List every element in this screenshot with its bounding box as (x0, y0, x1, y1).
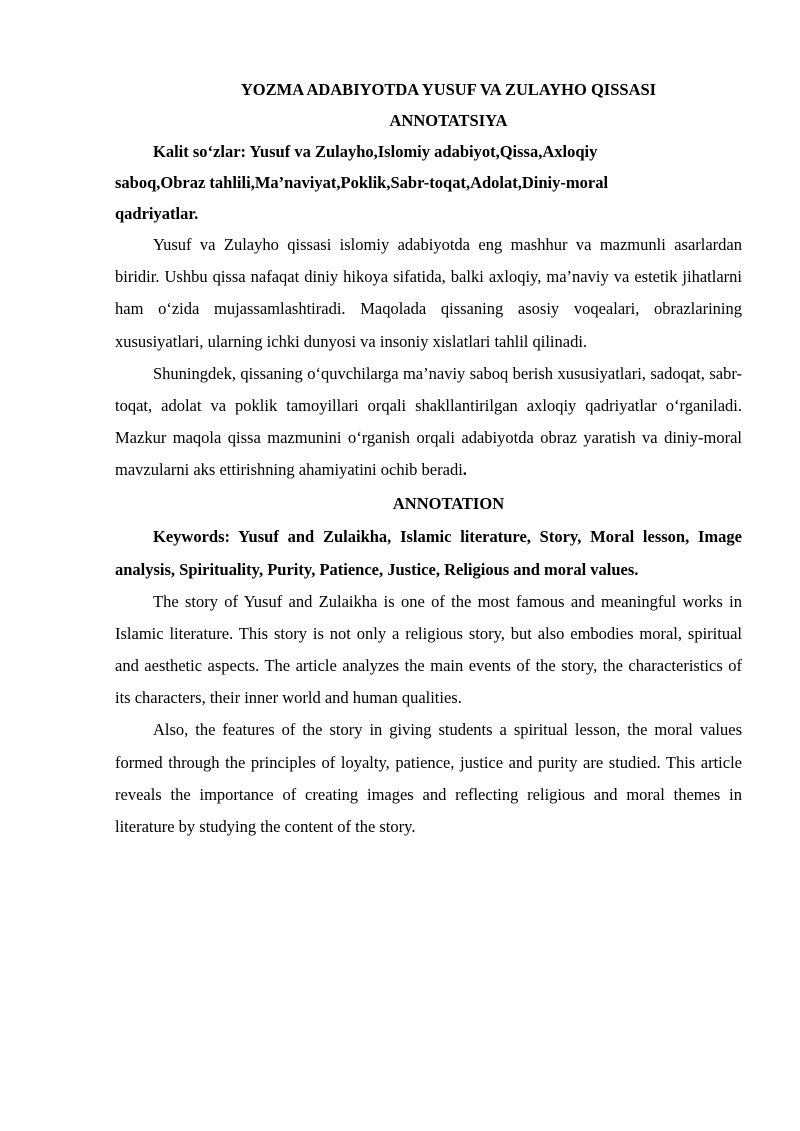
annotation-heading-en: ANNOTATION (392, 493, 505, 513)
document-page (115, 74, 742, 843)
keywords-uz: Kalit so‘zlar: Yusuf va Zulayho,Islomiy adabiyot,Qissa,Axloqiy saboq,Obraz tahlili,Ma’naviyat,Poklik,Sabr-toqat,Adolat,Diniy-moral qadriyatlar. (115, 142, 609, 223)
annotation-heading-uz: ANNOTATSIYA (389, 111, 508, 130)
abstract-paragraph-uz-2-text: Shuningdek, qissaning o‘quvchilarga ma’naviy saboq berish xususiyatlari, sadoqat, sabr-toqat, adolat va poklik tamoyillari orqali shakllantirilgan axloqiy qadriyatlar o‘rganiladi. Mazkur maqola qissa mazmunini o‘rganish orqali adabiyotda obraz yaratish va diniy-moral mavzularni aks ettirishning ahamiyatini ochib beradi (115, 363, 742, 480)
abstract-paragraph-en-2: Also, the features of the story in giving students a spiritual lesson, the moral values formed through the principles of loyalty, patience, justice and purity are studied. This article reveals the importance of creating images and reflecting religious and moral themes in literature by studying the content of the story. (115, 720, 742, 837)
abstract-paragraph-en-1: The story of Yusuf and Zulaikha is one of the most famous and meaningful works in Islamic literature. This story is not only a religious story, but also embodies moral, spiritual and aesthetic aspects. The article analyzes the main events of the story, the characteristics of its characters, their inner world and human qualities. (115, 591, 742, 708)
abstract-paragraph-uz-2 (115, 358, 742, 487)
abstract-paragraph-uz-2-end: . (462, 460, 467, 480)
abstract-paragraph-uz-1: Yusuf va Zulayho qissasi islomiy adabiyotda eng mashhur va mazmunli asarlardan biridir. Ushbu qissa nafaqat diniy hikoya sifatida, balki axloqiy, ma’naviy va estetik jihatlarni ham o‘zida mujassamlashtiradi. Maqolada qissaning asosiy voqealari, obrazlarining xususiyatlari, ularning ichki dunyosi va insoniy xislatlari tahlil qilinadi. (115, 235, 742, 351)
keywords-en: Keywords: Yusuf and Zulaikha, Islamic literature, Story, Moral lesson, Image analysis, Spirituality, Purity, Patience, Justice, Religious and moral values. (115, 526, 742, 579)
document-title: YOZMA ADABIYOTDA YUSUF VA ZULAYHO QISSASI (240, 80, 657, 99)
